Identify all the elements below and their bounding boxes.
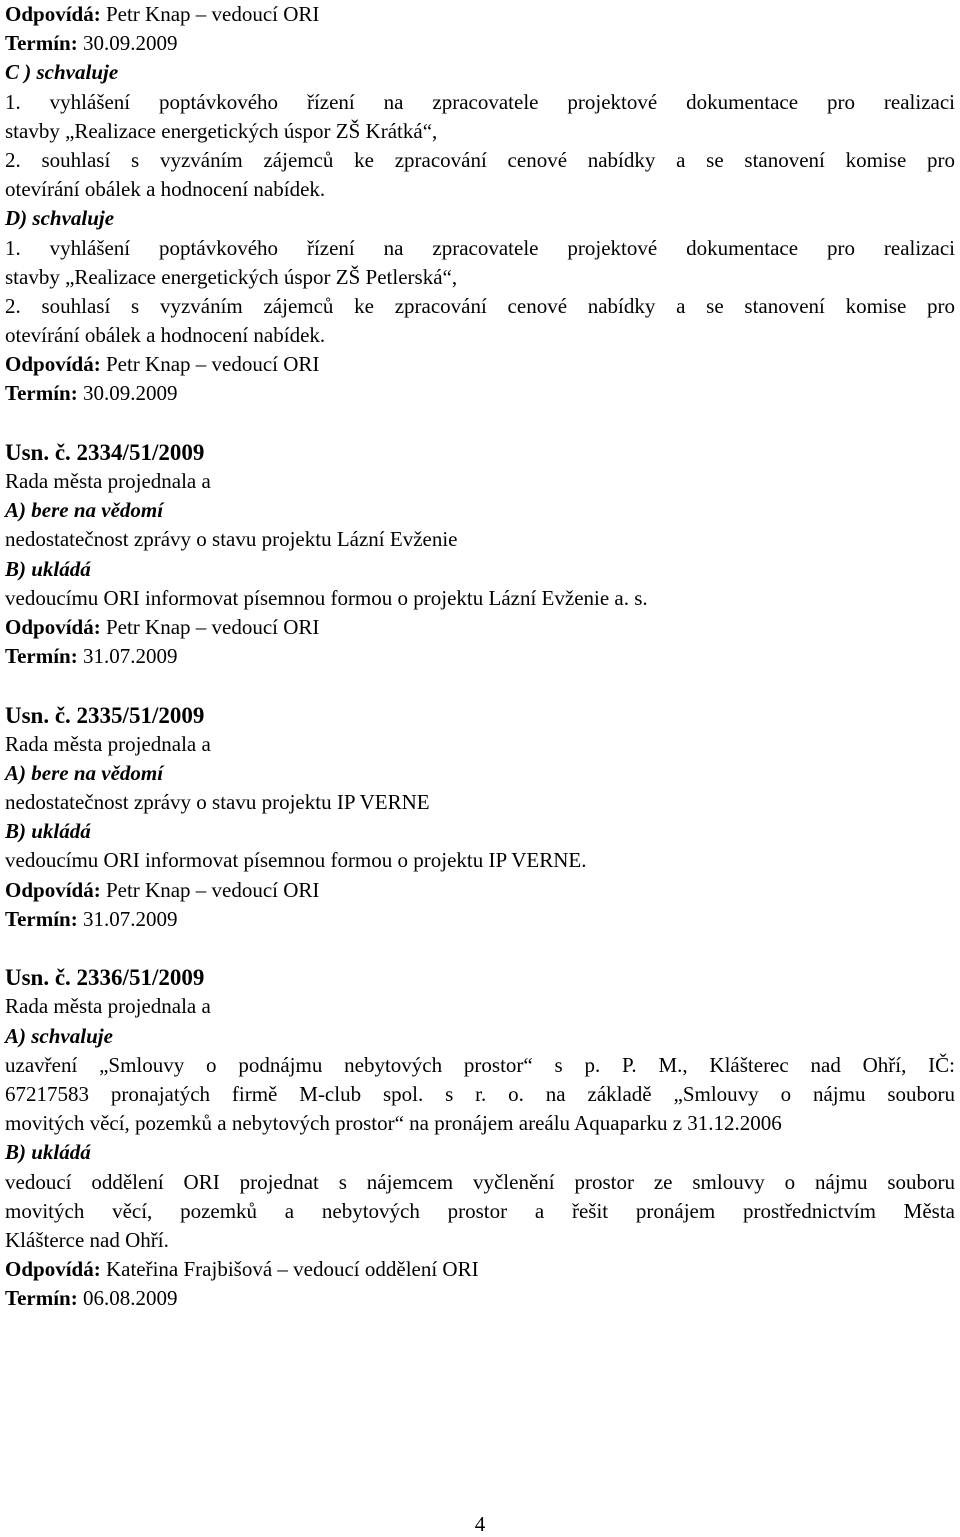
section-b-heading: B) ukládá [5,556,91,581]
section-d-item2-line1: 2. souhlasí s vyzváním zájemců ke zpracování cenové nabídky a se stanovení komise pro [5,293,955,318]
deadline-label: Termín: [5,644,78,669]
section-c-heading: C ) schvaluje [5,60,119,85]
spacer [5,409,955,438]
section-b-text: vedoucímu ORI informovat písemnou formou o projektu IP VERNE. [5,848,587,873]
responsible-line [5,876,955,905]
responsible-line [5,613,955,642]
section-b-text: vedoucímu ORI informovat písemnou formou o projektu Lázní Evženie a. s. [5,585,648,610]
spacer [5,671,955,700]
section-b-text-line2: movitých věcí, pozemků a nebytových prostor a řešit pronájem prostřednictvím Města [5,1198,955,1223]
section-a-heading: A) schvaluje [5,1023,113,1048]
responsible-value: Petr Knap – vedoucí ORI [100,877,320,902]
responsible-value: Kateřina Frajbišová – vedoucí oddělení ORI [100,1257,479,1282]
deadline-label: Termín: [5,31,78,56]
responsible-label: Odpovídá: [5,2,101,26]
section-d-heading: D) schvaluje [5,206,115,231]
section-c-item1-line1: 1. vyhlášení poptávkového řízení na zpracovatele projektové dokumentace pro realizaci [5,89,955,114]
section-c-item2-line1: 2. souhlasí s vyzváním zájemců ke zpracování cenové nabídky a se stanovení komise pro [5,147,955,172]
responsible-value: Petr Knap – vedoucí ORI [100,614,320,639]
resolution-title: Usn. č. 2334/51/2009 [5,439,205,465]
responsible-label: Odpovídá: [5,614,101,639]
deadline-label: Termín: [5,1286,78,1311]
responsible-line [5,1255,955,1284]
section-a-text: nedostatečnost zprávy o stavu projektu Lázní Evženie [5,527,458,552]
deadline-line [5,1284,955,1313]
deadline-line [5,642,955,671]
responsible-label: Odpovídá: [5,877,101,902]
deadline-value: 30.09.2009 [77,381,178,406]
deadline-value: 31.07.2009 [77,906,178,931]
responsible-value: Petr Knap – vedoucí ORI [100,2,320,26]
section-c-item1-line2: stavby „Realizace energetických úspor ZŠ Krátká“, [5,118,438,143]
resolution-intro: Rada města projednala a [5,469,211,493]
resolution-title: Usn. č. 2335/51/2009 [5,702,205,728]
responsible-label: Odpovídá: [5,1257,101,1282]
deadline-line [5,905,955,934]
resolution-intro: Rada města projednala a [5,731,211,756]
deadline-value: 31.07.2009 [77,644,178,669]
section-a-text: nedostatečnost zprávy o stavu projektu IP VERNE [5,790,430,815]
responsible-value: Petr Knap – vedoucí ORI [100,352,320,377]
resolution-title: Usn. č. 2336/51/2009 [5,965,205,991]
resolution-intro: Rada města projednala a [5,994,211,1019]
section-a-heading: A) bere na vědomí [5,498,164,523]
responsible-line [5,0,955,29]
responsible-label: Odpovídá: [5,352,101,377]
document-content [5,0,955,1313]
section-b-text-line3: Klášterce nad Ohří. [5,1227,169,1252]
section-a-text-line1: uzavření „Smlouvy o podnájmu nebytových prostor“ s p. P. M., Klášterec nad Ohří, IČ: [5,1052,955,1077]
section-b-heading: B) ukládá [5,819,91,844]
section-a-heading: A) bere na vědomí [5,760,164,785]
section-b-heading: B) ukládá [5,1140,91,1165]
deadline-value: 06.08.2009 [77,1286,178,1311]
spacer [5,934,955,963]
section-a-text-line2: 67217583 pronajatých firmě M-club spol. s r. o. na základě „Smlouvy o nájmu souboru [5,1081,955,1106]
deadline-value: 30.09.2009 [77,31,178,56]
deadline-line [5,379,955,408]
responsible-line [5,350,955,379]
page-number: 4 [474,1512,486,1536]
section-b-text-line1: vedoucí oddělení ORI projednat s nájemcem vyčlenění prostor ze smlouvy o nájmu souboru [5,1169,955,1194]
section-a-text-line3: movitých věcí, pozemků a nebytových prostor“ na pronájem areálu Aquaparku z 31.12.2006 [5,1111,782,1136]
section-d-item2-line2: otevírání obálek a hodnocení nabídek. [5,323,326,348]
deadline-line [5,29,955,58]
section-d-item1-line1: 1. vyhlášení poptávkového řízení na zpracovatele projektové dokumentace pro realizaci [5,235,955,260]
deadline-label: Termín: [5,381,78,406]
section-d-item1-line2: stavby „Realizace energetických úspor ZŠ Petlerská“, [5,264,458,289]
deadline-label: Termín: [5,906,78,931]
section-c-item2-line2: otevírání obálek a hodnocení nabídek. [5,177,326,202]
